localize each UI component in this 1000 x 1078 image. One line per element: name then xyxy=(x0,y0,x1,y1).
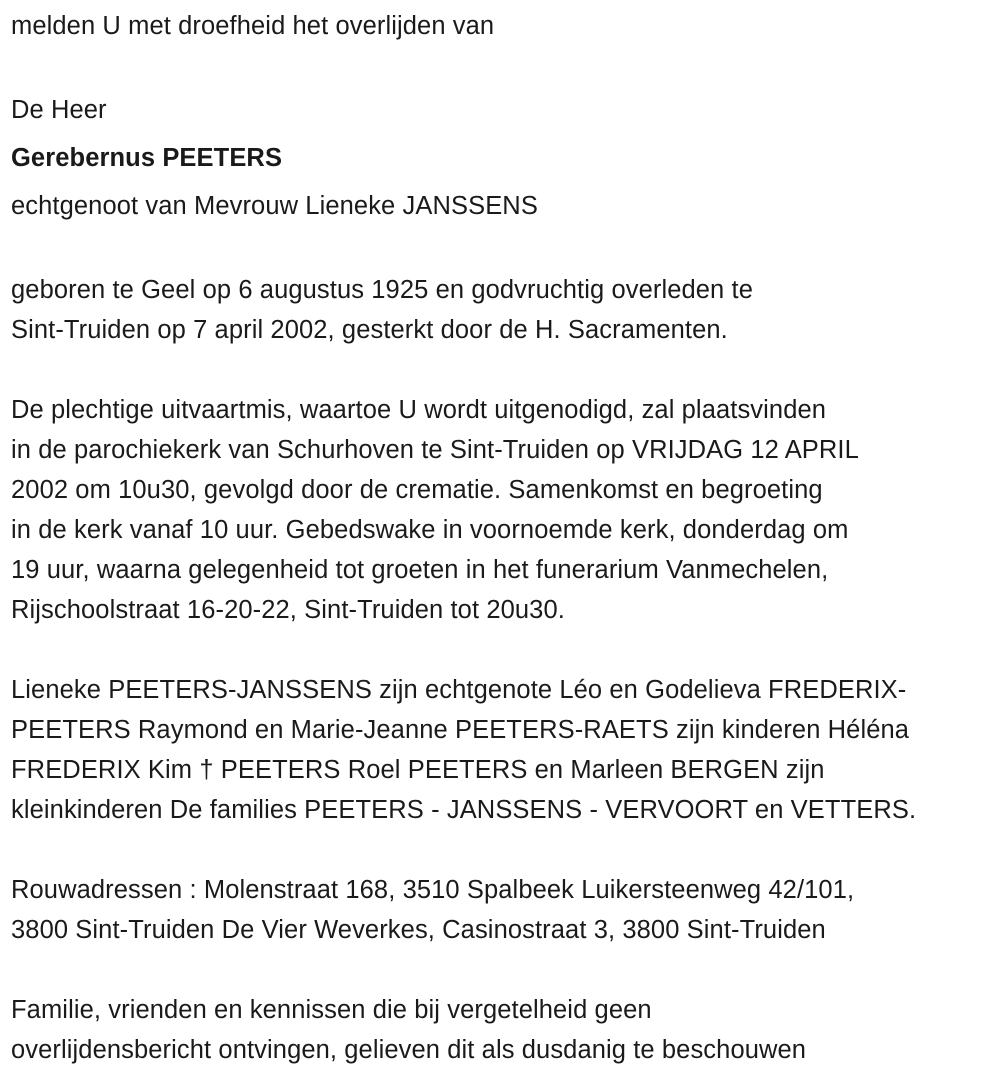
text-line: PEETERS Raymond en Marie-Jeanne PEETERS-RAETS zijn kinderen Héléna xyxy=(11,716,910,744)
deceased-title: De Heer xyxy=(11,96,107,124)
text-line: Sint-Truiden op 7 april 2002, gesterkt door de H. Sacramenten. xyxy=(11,316,728,344)
text-line: 2002 om 10u30, gevolgd door de crematie. Samenkomst en begroeting xyxy=(11,476,823,504)
text-line: in de parochiekerk van Schurhoven te Sint-Truiden op VRIJDAG 12 APRIL xyxy=(11,436,859,464)
text-line: in de kerk vanaf 10 uur. Gebedswake in voornoemde kerk, donderdag om xyxy=(11,516,849,544)
ceremony-paragraph xyxy=(11,390,1000,630)
text-line: Familie, vrienden en kennissen die bij vergetelheid geen xyxy=(11,996,652,1024)
text-line: kleinkinderen De families PEETERS - JANSSENS - VERVOORT en VETTERS. xyxy=(11,796,917,824)
intro-text: melden U met droefheid het overlijden van xyxy=(11,12,495,40)
birth-paragraph xyxy=(11,270,1000,350)
deceased-name: Gerebernus PEETERS xyxy=(11,144,283,172)
closing-paragraph xyxy=(11,990,1000,1070)
text-line: geboren te Geel op 6 augustus 1925 en godvruchtig overleden te xyxy=(11,276,753,304)
text-line: overlijdensbericht ontvingen, gelieven dit als dusdanig te beschouwen xyxy=(11,1036,807,1064)
text-line: 3800 Sint-Truiden De Vier Weverkes, Casinostraat 3, 3800 Sint-Truiden xyxy=(11,916,826,944)
text-line: Rouwadressen : Molenstraat 168, 3510 Spalbeek Luikersteenweg 42/101, xyxy=(11,876,855,904)
text-line: De plechtige uitvaartmis, waartoe U wordt uitgenodigd, zal plaatsvinden xyxy=(11,396,827,424)
text-line: 19 uur, waarna gelegenheid tot groeten in het funerarium Vanmechelen, xyxy=(11,556,829,584)
text-line: Lieneke PEETERS-JANSSENS zijn echtgenote Léo en Godelieva FREDERIX- xyxy=(11,676,907,704)
spouse-text: echtgenoot van Mevrouw Lieneke JANSSENS xyxy=(11,192,538,220)
addresses-paragraph xyxy=(11,870,1000,950)
text-line: Rijschoolstraat 16-20-22, Sint-Truiden tot 20u30. xyxy=(11,596,565,624)
text-line: FREDERIX Kim † PEETERS Roel PEETERS en Marleen BERGEN zijn xyxy=(11,756,825,784)
family-paragraph xyxy=(11,670,1000,830)
